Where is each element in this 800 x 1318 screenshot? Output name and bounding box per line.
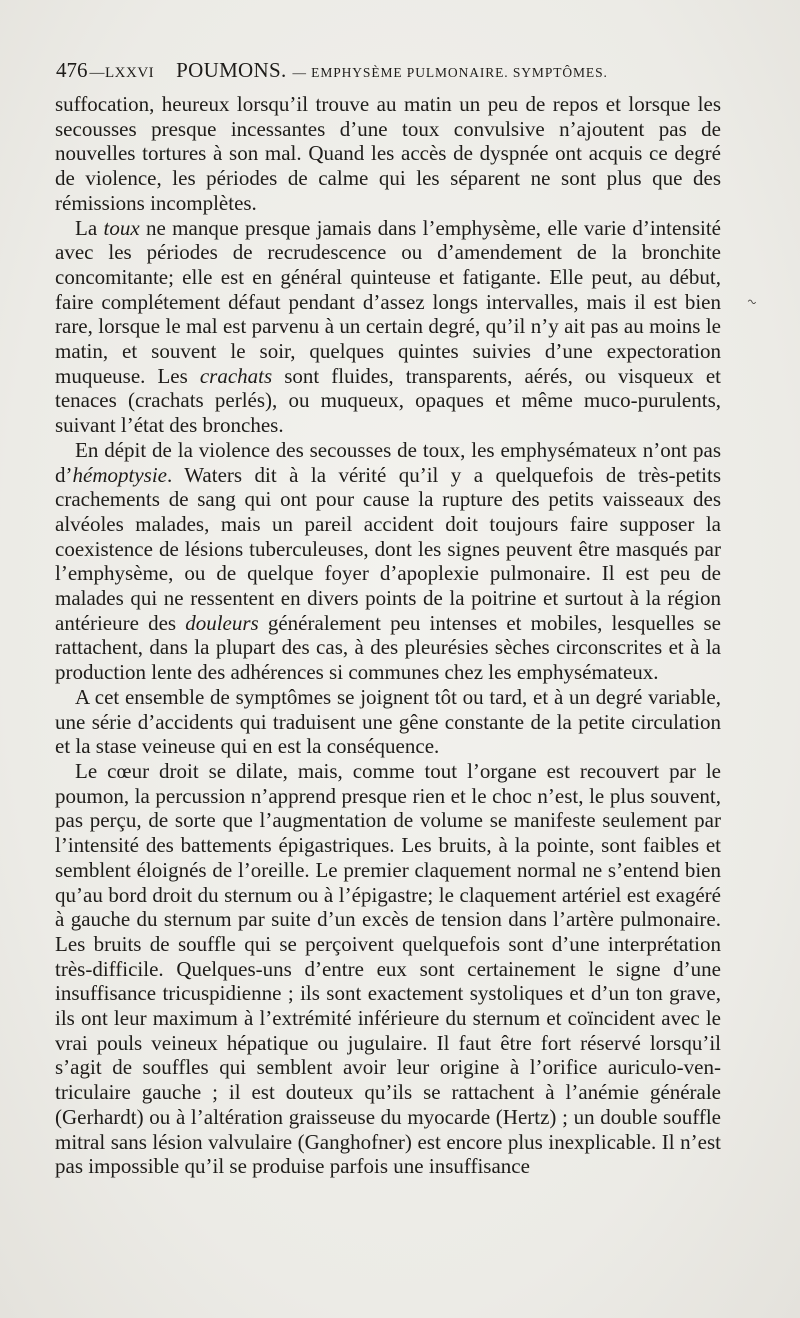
paragraph-text: ne manque presque jamais dans l’emphysème, elle varie d’intensité avec les périodes de recrudescence ou d’amendement de la bronchite concomitante; elle est en général quinteuse et fatigante. Elle peut, au début, faire complétement défaut pendant d’assez longs intervalles, mais il est bien rare, lorsque le mal est parvenu à un certain degré, qu’il n’y ait pas au moins le matin, et souvent le soir, quelques quintes suivies d’une expectoration muqueuse. Les	[55, 215, 721, 388]
paragraph-text: . Waters dit à la vérité qu’il y a quelquefois de très-petits crachements de sang qui ont pour cause la rupture des petits vaisseaux des alvéoles malades, mais un pareil accident doit toujours faire supposer la coexistence de lésions tuberculeuses, dont les signes peuvent être masqués par l’emphysème, ou de quelque foyer d’apoplexie pulmonaire. Il est peu de malades qui ne ressentent en divers points de la poitrine et surtout à la région antérieure des	[55, 462, 721, 635]
italic-term: crachats	[199, 363, 273, 388]
paragraph	[55, 438, 721, 685]
paragraph	[55, 92, 721, 216]
italic-term: toux	[103, 215, 140, 240]
paragraph-text: sont fluides, transparents, aérés, ou visqueux et tenaces (crachats perlés), ou muqueux, opaques et même muco-purulents, suivant l’état des bronches.	[55, 363, 721, 438]
paragraph-text: La	[75, 215, 104, 240]
body-text	[55, 92, 721, 1179]
paragraph-text: généralement peu intenses et mobiles, lesquelles se rattachent, dans la plupart des cas, à des pleurésies sèches circonscrites et à la production lente des adhérences si communes chez les emphysémateux.	[55, 610, 721, 685]
header-title: POUMONS.	[176, 58, 287, 82]
running-header	[56, 56, 746, 87]
paragraph	[55, 759, 721, 1179]
paragraph	[55, 685, 721, 759]
header-subtitle: — EMPHYSÈME PULMONAIRE. SYMPTÔMES.	[292, 65, 608, 80]
section-number: —LXXVI	[89, 65, 155, 81]
paragraph-text: En dépit de la violence des secousses de toux, les emphysémateux n’ont pas d’	[55, 437, 721, 487]
paragraph-text: A cet ensemble de symptômes se joignent tôt ou tard, et à un degré variable, une série d’accidents qui traduisent une gêne constante de la petite circulation et la stase veineuse qui en est la conséquence.	[55, 684, 721, 759]
page-number: 476	[56, 58, 88, 82]
italic-term: douleurs	[185, 610, 259, 635]
margin-mark: ~	[744, 293, 760, 313]
paragraph-text: Le cœur droit se dilate, mais, comme tout l’organe est recouvert par le poumon, la percussion n’apprend presque rien et le choc n’est, le plus souvent, pas perçu, de sorte que l’augmentation de volume se manifeste seulement par l’intensité des battements épigastriques. Les bruits, à la pointe, sont faibles et semblent éloignés de l’oreille. Le premier claquement normal ne s’entend bien qu’au bord droit du sternum ou à l’épigastre; le claquement artériel est exagéré à gauche du sternum par suite d’un excès de tension dans l’artère pulmonaire. Les bruits de souffle qui se perçoivent quelquefois sont d’une interprétation très-difficile. Quelques-uns d’entre eux sont certainement le signe d’une insuffisance tricuspidienne ; ils sont exactement systoliques et d’un ton grave, ils ont leur maximum à l’extrémité inférieure du sternum et coïncident avec le vrai pouls veineux hépatique ou jugulaire. Il faut être fort réservé lorsqu’il s’agit de souffles qui semblent avoir leur origine à l’orifice auriculo-ventriculaire gauche ; il est douteux qu’ils se rattachent à l’anémie générale (Gerhardt) ou à l’altération graisseuse du myocarde (Hertz) ; un double souffle mitral sans lésion valvulaire (Ganghofner) est encore plus inexplicable. Il n’est pas impossible qu’il se produise parfois une insuffisance	[55, 758, 721, 1179]
paragraph	[55, 216, 721, 438]
italic-term: hémoptysie	[72, 462, 167, 487]
paragraph-text: suffocation, heureux lorsqu’il trouve au matin un peu de repos et lorsque les secousses presque incessantes d’une toux convulsive n’ajoutent pas de nouvelles tortures à son mal. Quand les accès de dyspnée ont acquis ce degré de violence, les périodes de calme qui les séparent ne sont plus que des rémissions incomplètes.	[55, 92, 721, 215]
